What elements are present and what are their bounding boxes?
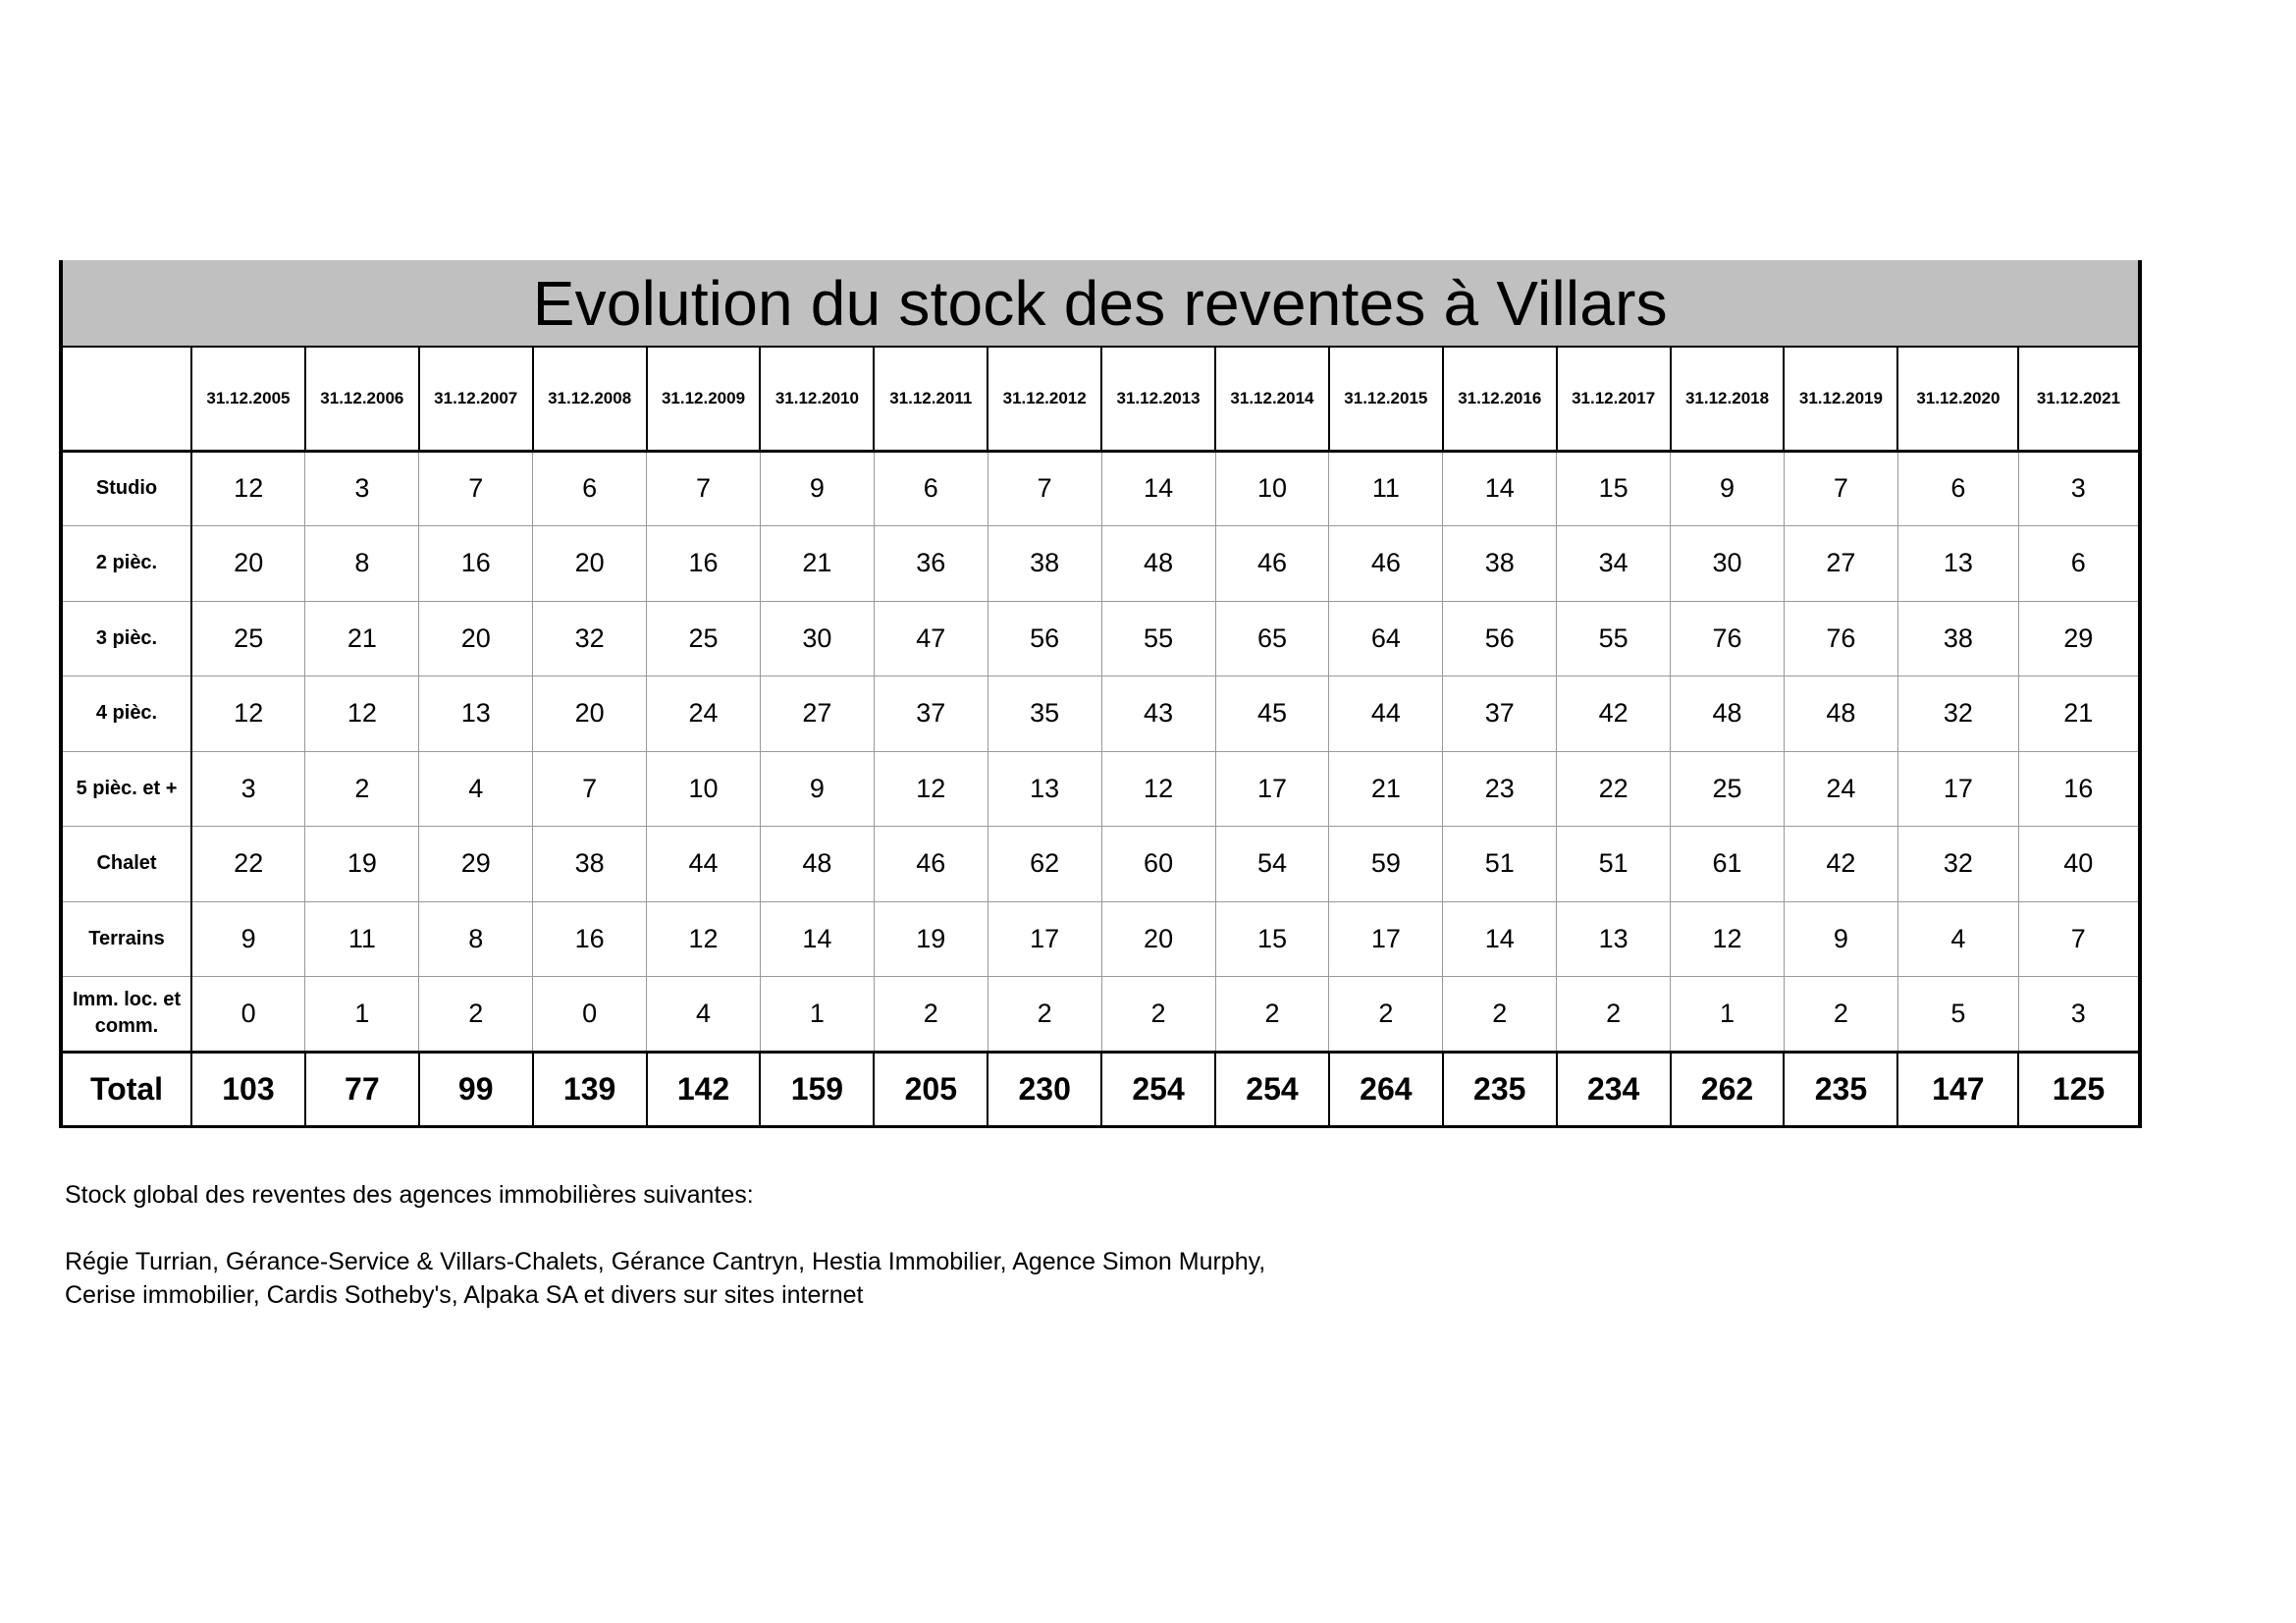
value-cell: 254: [1215, 1052, 1329, 1126]
value-cell: 59: [1329, 827, 1443, 902]
table-row: [61, 601, 2140, 676]
value-cell: 24: [647, 676, 761, 752]
value-cell: 20: [191, 526, 305, 602]
agencies-line-2: Cerise immobilier, Cardis Sotheby's, Alpaka SA et divers sur sites internet: [65, 1281, 864, 1309]
value-cell: 5: [1897, 977, 2018, 1053]
value-cell: 7: [419, 451, 533, 526]
date-header: 31.12.2005: [191, 347, 305, 451]
value-cell: 12: [191, 451, 305, 526]
value-cell: 55: [1557, 601, 1671, 676]
value-cell: 99: [419, 1052, 533, 1126]
value-cell: 30: [760, 601, 874, 676]
value-cell: 9: [760, 451, 874, 526]
date-header: 31.12.2014: [1215, 347, 1329, 451]
value-cell: 12: [647, 901, 761, 977]
value-cell: 21: [760, 526, 874, 602]
value-cell: 4: [419, 751, 533, 827]
value-cell: 38: [1897, 601, 2018, 676]
value-cell: 7: [1784, 451, 1897, 526]
value-cell: 65: [1215, 601, 1329, 676]
value-cell: 76: [1671, 601, 1785, 676]
value-cell: 32: [1897, 676, 2018, 752]
value-cell: 12: [305, 676, 419, 752]
value-cell: 205: [874, 1052, 988, 1126]
value-cell: 60: [1101, 827, 1215, 902]
value-cell: 15: [1215, 901, 1329, 977]
value-cell: 17: [1897, 751, 2018, 827]
value-cell: 12: [874, 751, 988, 827]
value-cell: 125: [2018, 1052, 2139, 1126]
value-cell: 7: [2018, 901, 2139, 977]
value-cell: 44: [1329, 676, 1443, 752]
value-cell: 11: [1329, 451, 1443, 526]
value-cell: 142: [647, 1052, 761, 1126]
value-cell: 9: [1671, 451, 1785, 526]
value-cell: 139: [533, 1052, 647, 1126]
row-label: Studio: [61, 451, 191, 526]
table-row: [61, 751, 2140, 827]
value-cell: 6: [2018, 526, 2139, 602]
value-cell: 2: [1329, 977, 1443, 1053]
value-cell: 0: [191, 977, 305, 1053]
value-cell: 32: [533, 601, 647, 676]
value-cell: 6: [533, 451, 647, 526]
value-cell: 42: [1784, 827, 1897, 902]
value-cell: 29: [419, 827, 533, 902]
value-cell: 12: [1101, 751, 1215, 827]
row-label: 4 pièc.: [61, 676, 191, 752]
value-cell: 20: [1101, 901, 1215, 977]
value-cell: 46: [1329, 526, 1443, 602]
value-cell: 35: [988, 676, 1101, 752]
value-cell: 13: [1897, 526, 2018, 602]
stock-sheet: [59, 260, 2128, 1128]
value-cell: 10: [1215, 451, 1329, 526]
value-cell: 8: [305, 526, 419, 602]
date-header: 31.12.2016: [1443, 347, 1557, 451]
value-cell: 2: [419, 977, 533, 1053]
value-cell: 20: [419, 601, 533, 676]
agencies-line-1: Régie Turrian, Gérance-Service & Villars-Chalets, Gérance Cantryn, Hestia Immobilier, Agence Simon Murphy,: [65, 1248, 1266, 1275]
row-label: Terrains: [61, 901, 191, 977]
value-cell: 13: [1557, 901, 1671, 977]
value-cell: 9: [760, 751, 874, 827]
value-cell: 44: [647, 827, 761, 902]
table-row: [61, 451, 2140, 526]
value-cell: 3: [2018, 977, 2139, 1053]
table-body: [61, 451, 2140, 1126]
value-cell: 2: [988, 977, 1101, 1053]
value-cell: 48: [1784, 676, 1897, 752]
value-cell: 40: [2018, 827, 2139, 902]
value-cell: 27: [1784, 526, 1897, 602]
date-header-row: [61, 347, 2140, 451]
value-cell: 16: [419, 526, 533, 602]
date-header: 31.12.2011: [874, 347, 988, 451]
value-cell: 2: [1443, 977, 1557, 1053]
value-cell: 159: [760, 1052, 874, 1126]
value-cell: 8: [419, 901, 533, 977]
value-cell: 20: [533, 676, 647, 752]
value-cell: 235: [1443, 1052, 1557, 1126]
stock-table: [59, 260, 2142, 1128]
value-cell: 76: [1784, 601, 1897, 676]
value-cell: 103: [191, 1052, 305, 1126]
value-cell: 46: [1215, 526, 1329, 602]
value-cell: 20: [533, 526, 647, 602]
value-cell: 22: [1557, 751, 1671, 827]
value-cell: 234: [1557, 1052, 1671, 1126]
value-cell: 7: [533, 751, 647, 827]
value-cell: 14: [1101, 451, 1215, 526]
table-row: [61, 526, 2140, 602]
value-cell: 6: [874, 451, 988, 526]
table-row: [61, 827, 2140, 902]
value-cell: 14: [1443, 451, 1557, 526]
value-cell: 25: [191, 601, 305, 676]
row-label: Chalet: [61, 827, 191, 902]
value-cell: 262: [1671, 1052, 1785, 1126]
value-cell: 55: [1101, 601, 1215, 676]
value-cell: 9: [1784, 901, 1897, 977]
value-cell: 32: [1897, 827, 2018, 902]
value-cell: 2: [1101, 977, 1215, 1053]
date-header: 31.12.2010: [760, 347, 874, 451]
value-cell: 4: [1897, 901, 2018, 977]
value-cell: 14: [1443, 901, 1557, 977]
value-cell: 21: [1329, 751, 1443, 827]
value-cell: 11: [305, 901, 419, 977]
value-cell: 3: [191, 751, 305, 827]
date-header: 31.12.2015: [1329, 347, 1443, 451]
value-cell: 38: [1443, 526, 1557, 602]
value-cell: 43: [1101, 676, 1215, 752]
table-row: [61, 676, 2140, 752]
value-cell: 16: [533, 901, 647, 977]
table-row: [61, 901, 2140, 977]
value-cell: 19: [874, 901, 988, 977]
row-label: 2 pièc.: [61, 526, 191, 602]
value-cell: 10: [647, 751, 761, 827]
value-cell: 56: [988, 601, 1101, 676]
row-label: Total: [61, 1052, 191, 1126]
value-cell: 61: [1671, 827, 1785, 902]
date-header: 31.12.2006: [305, 347, 419, 451]
value-cell: 147: [1897, 1052, 2018, 1126]
notes: [65, 1178, 1265, 1312]
value-cell: 3: [2018, 451, 2139, 526]
value-cell: 45: [1215, 676, 1329, 752]
value-cell: 17: [1329, 901, 1443, 977]
value-cell: 30: [1671, 526, 1785, 602]
value-cell: 6: [1897, 451, 2018, 526]
value-cell: 21: [2018, 676, 2139, 752]
value-cell: 235: [1784, 1052, 1897, 1126]
value-cell: 48: [760, 827, 874, 902]
value-cell: 24: [1784, 751, 1897, 827]
value-cell: 16: [2018, 751, 2139, 827]
value-cell: 1: [760, 977, 874, 1053]
value-cell: 42: [1557, 676, 1671, 752]
value-cell: 37: [874, 676, 988, 752]
value-cell: 34: [1557, 526, 1671, 602]
date-header: 31.12.2007: [419, 347, 533, 451]
value-cell: 19: [305, 827, 419, 902]
date-header: 31.12.2017: [1557, 347, 1671, 451]
value-cell: 13: [988, 751, 1101, 827]
value-cell: 1: [305, 977, 419, 1053]
value-cell: 230: [988, 1052, 1101, 1126]
value-cell: 14: [760, 901, 874, 977]
value-cell: 7: [988, 451, 1101, 526]
value-cell: 46: [874, 827, 988, 902]
value-cell: 4: [647, 977, 761, 1053]
value-cell: 264: [1329, 1052, 1443, 1126]
value-cell: 2: [1557, 977, 1671, 1053]
date-header: 31.12.2020: [1897, 347, 2018, 451]
notes-intro: Stock global des reventes des agences immobilières suivantes:: [65, 1181, 754, 1209]
date-header: 31.12.2009: [647, 347, 761, 451]
value-cell: 3: [305, 451, 419, 526]
value-cell: 16: [647, 526, 761, 602]
value-cell: 27: [760, 676, 874, 752]
value-cell: 22: [191, 827, 305, 902]
value-cell: 36: [874, 526, 988, 602]
value-cell: 23: [1443, 751, 1557, 827]
total-row: [61, 1052, 2140, 1126]
value-cell: 64: [1329, 601, 1443, 676]
value-cell: 17: [988, 901, 1101, 977]
value-cell: 12: [1671, 901, 1785, 977]
value-cell: 2: [1215, 977, 1329, 1053]
value-cell: 2: [874, 977, 988, 1053]
row-label: Imm. loc. et comm.: [61, 977, 191, 1053]
row-label: 3 pièc.: [61, 601, 191, 676]
value-cell: 56: [1443, 601, 1557, 676]
value-cell: 51: [1443, 827, 1557, 902]
value-cell: 1: [1671, 977, 1785, 1053]
value-cell: 29: [2018, 601, 2139, 676]
row-label: 5 pièc. et +: [61, 751, 191, 827]
value-cell: 254: [1101, 1052, 1215, 1126]
value-cell: 54: [1215, 827, 1329, 902]
corner-cell: [61, 347, 191, 451]
table-title: Evolution du stock des reventes à Villars: [61, 260, 2140, 347]
date-header: 31.12.2019: [1784, 347, 1897, 451]
date-header: 31.12.2013: [1101, 347, 1215, 451]
value-cell: 77: [305, 1052, 419, 1126]
value-cell: 7: [647, 451, 761, 526]
value-cell: 51: [1557, 827, 1671, 902]
value-cell: 25: [1671, 751, 1785, 827]
date-header: 31.12.2018: [1671, 347, 1785, 451]
value-cell: 25: [647, 601, 761, 676]
value-cell: 2: [1784, 977, 1897, 1053]
value-cell: 47: [874, 601, 988, 676]
value-cell: 62: [988, 827, 1101, 902]
value-cell: 13: [419, 676, 533, 752]
value-cell: 0: [533, 977, 647, 1053]
value-cell: 17: [1215, 751, 1329, 827]
date-header: 31.12.2008: [533, 347, 647, 451]
value-cell: 9: [191, 901, 305, 977]
date-header: 31.12.2021: [2018, 347, 2139, 451]
value-cell: 48: [1671, 676, 1785, 752]
value-cell: 38: [988, 526, 1101, 602]
value-cell: 15: [1557, 451, 1671, 526]
date-header: 31.12.2012: [988, 347, 1101, 451]
table-row: [61, 977, 2140, 1053]
value-cell: 21: [305, 601, 419, 676]
value-cell: 2: [305, 751, 419, 827]
value-cell: 48: [1101, 526, 1215, 602]
value-cell: 12: [191, 676, 305, 752]
value-cell: 38: [533, 827, 647, 902]
value-cell: 37: [1443, 676, 1557, 752]
